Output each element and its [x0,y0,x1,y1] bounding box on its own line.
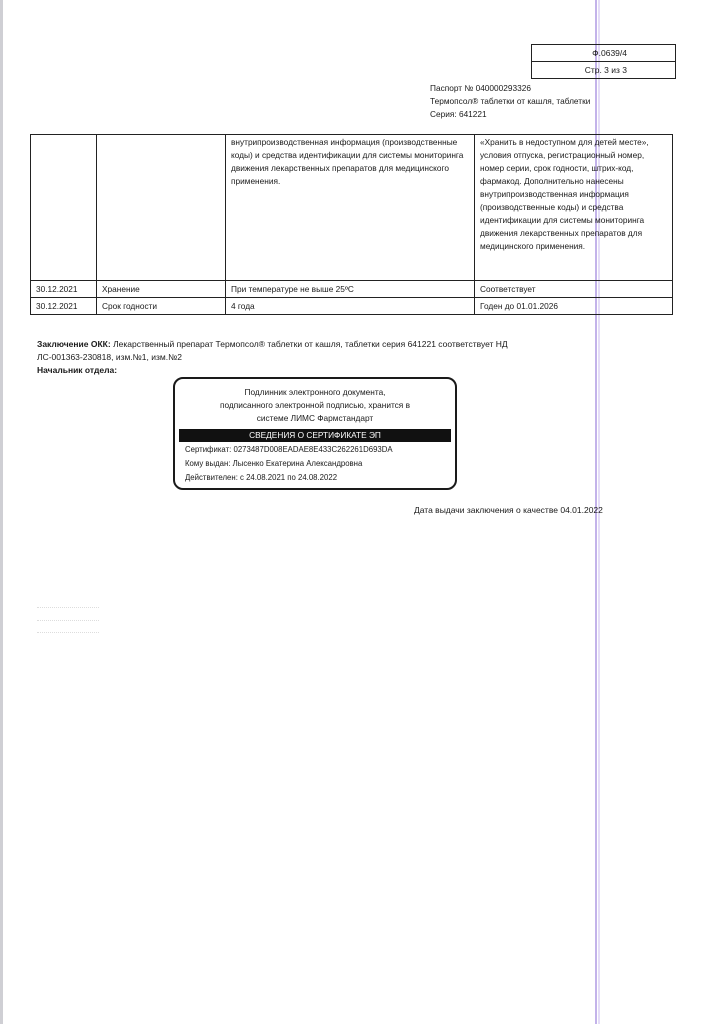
issue-date: Дата выдачи заключения о качестве 04.01.2022 [414,505,603,515]
series-number: Серия: 641221 [430,109,487,119]
certificate-header-bar: СВЕДЕНИЯ О СЕРТИФИКАТЕ ЭП [179,429,451,442]
requirement-cell: 4 года [226,298,475,315]
passport-block [430,82,590,121]
form-number: Ф.0639/4 [592,48,627,58]
conclusion-label: Заключение ОКК: [37,339,111,349]
stamp-notice [175,386,455,425]
table-row [31,281,673,298]
table-row [31,135,673,281]
scan-noise [37,620,99,622]
parameter-cell [97,135,226,281]
date-cell: 30.12.2021 [31,298,97,315]
certificate-validity: Действителен: с 24.08.2021 по 24.08.2022 [185,473,338,482]
chief-label: Начальник отдела: [37,365,118,375]
stamp-line: подписанного электронной подписью, хранится в [219,400,411,410]
form-number-box [531,44,676,79]
table-row [31,298,673,315]
certificate-owner: Кому выдан: Лысенко Екатерина Александровна [185,459,363,468]
scan-noise [37,607,99,609]
product-name: Термопсол® таблетки от кашля, таблетки [430,96,591,106]
parameter-cell: Срок годности [97,298,226,315]
passport-number: Паспорт № 040000293326 [430,83,531,93]
page-edge [0,0,3,1024]
parameter-cell: Хранение [97,281,226,298]
conclusion [37,338,537,364]
conclusion-text: Лекарственный препарат Термопсол® таблетки от кашля, таблетки серия 641221 соответствует НД ЛС-001363-230818, изм.№1, изм.№2 [37,339,508,362]
certificate-number: Сертификат: 0273487D008EADAE8E433C262261D693DA [185,445,393,454]
electronic-signature-stamp [173,377,457,490]
date-cell [31,135,97,281]
page-number: Стр. 3 из 3 [532,61,675,78]
stamp-line: системе ЛИМС Фармстандарт [256,413,374,423]
test-results-table [30,134,673,315]
result-cell: «Хранить в недоступном для детей месте», условия отпуска, регистрационный номер, номер серии, срок годности, штрих-код, фармакод. Дополнительно нанесены внутрипроизводственная информация (производственные коды) и средства идентификации для системы мониторинга движения лекарственных препаратов для медицинского применения. [475,135,673,281]
date-cell: 30.12.2021 [31,281,97,298]
result-cell: Соответствует [475,281,673,298]
stamp-line: Подлинник электронного документа, [244,387,386,397]
scan-noise [37,632,99,634]
result-cell: Годен до 01.01.2026 [475,298,673,315]
requirement-cell: При температуре не выше 25ºС [226,281,475,298]
requirement-cell: внутрипроизводственная информация (производственные коды) и средства идентификации для системы мониторинга движения лекарственных препаратов для медицинского применения. [226,135,475,281]
